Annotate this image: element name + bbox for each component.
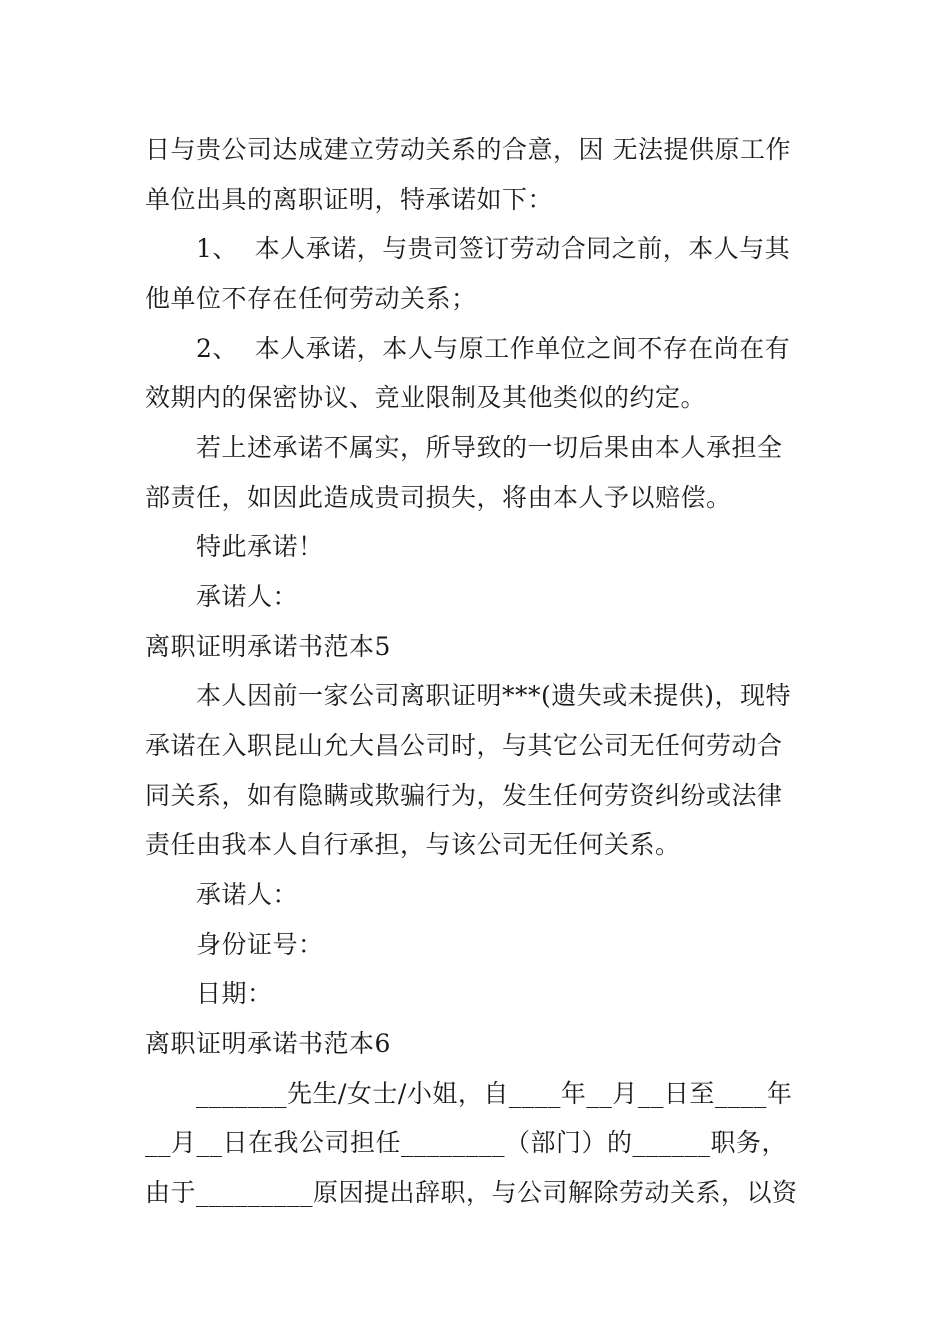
paragraph-line: 单位出具的离职证明，特承诺如下： bbox=[145, 185, 554, 214]
list-item-line: 1、 本人承诺，与贵司签订劳动合同之前，本人与其 bbox=[196, 234, 791, 263]
section-heading: 离职证明承诺书范本5 bbox=[145, 632, 391, 661]
signature-label: 承诺人： bbox=[196, 582, 299, 611]
closing-line: 特此承诺！ bbox=[196, 532, 324, 561]
section-heading: 离职证明承诺书范本6 bbox=[145, 1029, 391, 1058]
paragraph-line: 日与贵公司达成建立劳动关系的合意，因 无法提供原工作 bbox=[145, 135, 791, 164]
paragraph-line: 责任由我本人自行承担，与该公司无任何关系。 bbox=[145, 830, 681, 859]
paragraph-line: 本人因前一家公司离职证明***(遗失或未提供)，现特 bbox=[196, 681, 792, 710]
list-item-line: 2、 本人承诺，本人与原工作单位之间不存在尚在有 bbox=[196, 334, 791, 363]
date-label: 日期： bbox=[196, 979, 273, 1008]
paragraph-line: 由于_________原因提出辞职，与公司解除劳动关系，以资 bbox=[145, 1178, 798, 1207]
id-number-label: 身份证号： bbox=[196, 930, 324, 959]
list-item-line: 效期内的保密协议、竞业限制及其他类似的约定。 bbox=[145, 383, 707, 412]
list-item-line: 他单位不存在任何劳动关系； bbox=[145, 284, 477, 313]
paragraph-line: 若上述承诺不属实，所导致的一切后果由本人承担全 bbox=[196, 433, 783, 462]
paragraph-line: 部责任，如因此造成贵司损失，将由本人予以赔偿。 bbox=[145, 483, 732, 512]
paragraph-line: __月__日在我公司担任________（部门）的______职务， bbox=[145, 1128, 788, 1157]
signature-label: 承诺人： bbox=[196, 880, 299, 909]
paragraph-line: 承诺在入职昆山允大昌公司时，与其它公司无任何劳动合 bbox=[145, 731, 783, 760]
paragraph-line: 同关系，如有隐瞒或欺骗行为，发生任何劳资纠纷或法律 bbox=[145, 781, 783, 810]
paragraph-line: _______先生/女士/小姐，自____年__月__日至____年 bbox=[196, 1079, 793, 1108]
